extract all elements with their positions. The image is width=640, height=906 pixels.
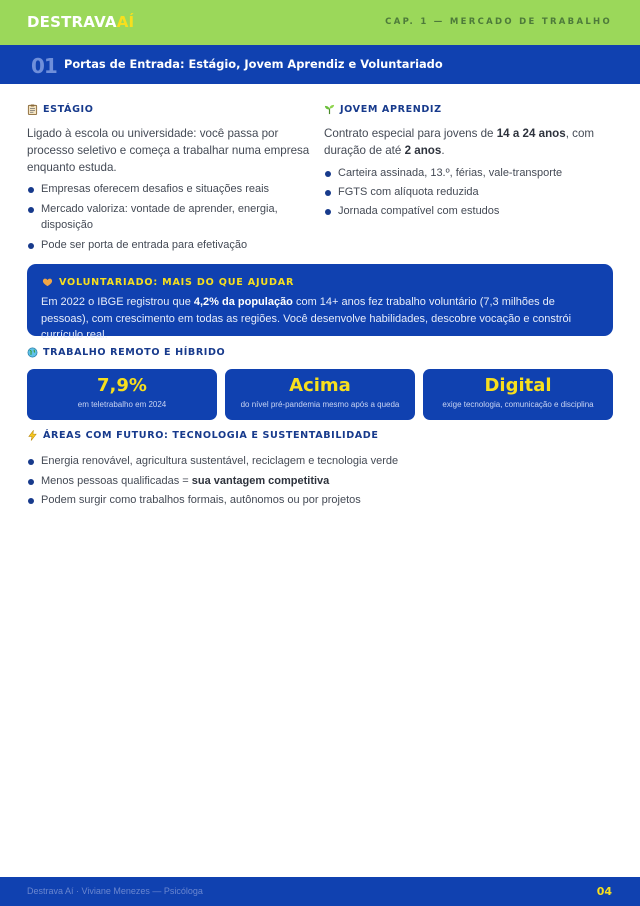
- voluntariado-highlight: 4,2% da população: [193, 296, 293, 308]
- stat-label: do nível pré-pandemia mesmo após a queda: [240, 400, 400, 409]
- brand-logo: [27, 13, 134, 31]
- clipboard-icon: [27, 104, 38, 115]
- stat-label: em teletrabalho em 2024: [77, 400, 167, 409]
- list-item: Mercado valoriza: vontade de aprender, energia, disposição: [27, 201, 310, 234]
- remoto-heading-label: TRABALHO REMOTO E HÍBRIDO: [43, 347, 226, 358]
- estagio-bullets: [27, 181, 310, 253]
- brand-main: DESTRAVA: [27, 13, 117, 31]
- estagio-heading-label: ESTÁGIO: [43, 104, 94, 115]
- estagio-column: [27, 104, 310, 256]
- page-number: 04: [596, 885, 612, 898]
- voluntariado-callout: [27, 264, 613, 341]
- stat-card: [225, 369, 415, 420]
- stat-card: [423, 369, 613, 420]
- futuro-heading-label: ÁREAS COM FUTURO: TECNOLOGIA E SUSTENTABILIDADE: [43, 430, 379, 441]
- list-item: [27, 473, 613, 490]
- globe-icon: [27, 347, 38, 358]
- futuro-heading: [27, 430, 379, 441]
- jovem-text: [324, 125, 614, 159]
- section-number: 01: [31, 54, 57, 78]
- stat-value: Digital: [484, 375, 552, 396]
- voluntariado-text: [41, 294, 601, 344]
- jovem-text-part: Contrato especial para jovens de: [324, 127, 497, 140]
- remoto-stats: [27, 369, 613, 420]
- estagio-text: Ligado à escola ou universidade: você passa por processo seletivo e começa a trabalhar numa empresa enquanto estuda.: [27, 127, 310, 174]
- futuro-bullets: [27, 453, 613, 512]
- list-item: FGTS com alíquota reduzida: [324, 184, 614, 201]
- section-title: Portas de Entrada: Estágio, Jovem Aprendiz e Voluntariado: [64, 57, 443, 71]
- list-item: Energia renovável, agricultura sustentável, reciclagem e tecnologia verde: [27, 453, 613, 470]
- footer-credit: Destrava Aí · Viviane Menezes — Psicóloga: [27, 886, 203, 896]
- jovem-bullets: [324, 165, 614, 220]
- futuro-highlight: sua vantagem competitiva: [191, 474, 330, 487]
- jovem-aprendiz-column: [324, 104, 614, 222]
- list-item: Carteira assinada, 13.º, férias, vale-transporte: [324, 165, 614, 182]
- jovem-text-part: .: [441, 144, 445, 157]
- page-footer: [0, 877, 640, 906]
- lightning-icon: [27, 430, 38, 441]
- futuro-bullet-part: Menos pessoas qualificadas =: [41, 474, 192, 487]
- section-title-bar: [0, 45, 640, 84]
- chapter-label: CAP. 1 — MERCADO DE TRABALHO: [385, 17, 612, 27]
- top-header-bar: [0, 0, 640, 45]
- voluntariado-text-part: com 14+ anos fez trabalho voluntário (7,3 milhões de pessoas), com crescimento em todas as regiões. Você desenvolve habilidades, descobre vocação e constrói currículo real.: [41, 296, 572, 341]
- stat-value: Acima: [289, 375, 351, 396]
- jovem-age-range: 14 a 24 anos: [496, 127, 566, 140]
- list-item: Empresas oferecem desafios e situações reais: [27, 181, 310, 198]
- list-item: Podem surgir como trabalhos formais, autônomos ou por projetos: [27, 492, 613, 509]
- stat-label: exige tecnologia, comunicação e disciplina: [442, 400, 594, 409]
- voluntariado-heading: [42, 277, 294, 288]
- jovem-heading: [324, 104, 614, 115]
- sprout-icon: [324, 104, 335, 115]
- voluntariado-text-part: Em 2022 o IBGE registrou que: [41, 296, 194, 308]
- brand-accent: AÍ: [116, 13, 135, 31]
- remoto-heading: [27, 347, 225, 358]
- list-item: Jornada compatível com estudos: [324, 203, 614, 220]
- jovem-heading-label: JOVEM APRENDIZ: [340, 104, 442, 115]
- estagio-heading: [27, 104, 310, 115]
- jovem-duration: 2 anos: [404, 144, 442, 157]
- stat-value: 7,9%: [97, 375, 147, 396]
- stat-card: [27, 369, 217, 420]
- jovem-text-part: , com duração de até: [324, 127, 595, 157]
- heart-hands-icon: [42, 277, 53, 288]
- voluntariado-heading-label: VOLUNTARIADO: MAIS DO QUE AJUDAR: [59, 277, 295, 288]
- list-item: Pode ser porta de entrada para efetivação: [27, 237, 310, 254]
